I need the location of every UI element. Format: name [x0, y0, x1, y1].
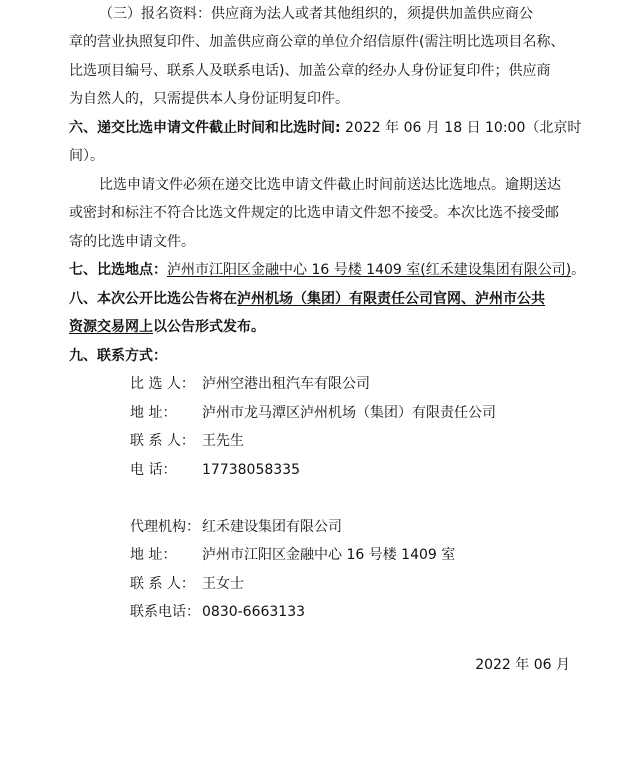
- section3-line1: （三）报名资料：供应商为法人或者其他组织的，须提供加盖供应商公: [99, 6, 533, 22]
- agency-contact-row: [130, 574, 244, 594]
- section9-heading: 九、联系方式：: [69, 348, 167, 364]
- purchaser-address-label: 地 址：: [130, 405, 177, 421]
- agency-address-value: 泸州市江阳区金融中心 16 号楼 1409 室: [202, 547, 456, 563]
- section8-line1: [69, 289, 545, 309]
- purchaser-contact-value: 王先生: [202, 433, 244, 449]
- section6-heading-line: [69, 118, 581, 138]
- purchaser-phone-row: [130, 460, 300, 480]
- section7-heading: 七、比选地点：: [69, 262, 167, 278]
- purchaser-contact-label: 联 系 人：: [130, 433, 195, 449]
- purchaser-name-row: [130, 374, 370, 394]
- section8-line1-a: 八、本次公开比选公告将在: [69, 291, 237, 307]
- agency-address-label: 地 址：: [130, 547, 177, 563]
- section6-heading: 六、递交比选申请文件截止时间和比选时间:: [69, 120, 341, 136]
- agency-contact-value: 王女士: [202, 576, 244, 592]
- section6-body1: 比选申请文件必须在递交比选申请文件截止时间前送达比选地点。逾期送达: [99, 177, 561, 193]
- section7-end: 。: [571, 262, 586, 278]
- purchaser-phone-value: 17738058335: [202, 462, 300, 478]
- section3-line4: 为自然人的，只需提供本人身份证明复印件。: [69, 91, 349, 107]
- agency-contact-label: 联 系 人：: [130, 576, 195, 592]
- section8-line2: [69, 317, 265, 337]
- section6-deadline: 2022 年 06 月 18 日 10:00（北京时: [340, 120, 582, 136]
- agency-phone-row: [130, 602, 305, 622]
- purchaser-name-label: 比 选 人：: [130, 376, 195, 392]
- purchaser-phone-label: 电 话：: [130, 462, 177, 478]
- purchaser-name-value: 泸州空港出租汽车有限公司: [202, 376, 370, 392]
- purchaser-contact-row: [130, 431, 244, 451]
- agency-name-value: 红禾建设集团有限公司: [202, 519, 342, 535]
- agency-name-label: 代理机构：: [130, 519, 200, 535]
- purchaser-address-row: [130, 403, 496, 423]
- purchaser-address-value: 泸州市龙马潭区泸州机场（集团）有限责任公司: [202, 405, 496, 421]
- section6-deadline-cont: 间）。: [69, 148, 104, 164]
- section8-line2-a: 资源交易网上: [69, 319, 153, 335]
- section6-body3: 寄的比选申请文件。: [69, 234, 195, 250]
- agency-phone-value: 0830-6663133: [202, 604, 306, 620]
- agency-phone-label: 联系电话：: [130, 604, 200, 620]
- section3-line3: 比选项目编号、联系人及联系电话)、加盖公章的经办人身份证复印件；供应商: [69, 63, 551, 79]
- section7-line: [69, 260, 585, 280]
- section8-line1-b: 泸州机场（集团）有限责任公司官网、泸州市公共: [237, 291, 545, 307]
- section6-body2: 或密封和标注不符合比选文件规定的比选申请文件恕不接受。本次比选不接受邮: [69, 205, 559, 221]
- agency-name-row: [130, 517, 342, 537]
- agency-address-row: [130, 545, 455, 565]
- section3-line2: 章的营业执照复印件、加盖供应商公章的单位介绍信原件(需注明比选项目名称、: [69, 34, 565, 50]
- document-date: 2022 年 06 月: [475, 657, 570, 673]
- section7-location: 泸州市江阳区金融中心 16 号楼 1409 室(红禾建设集团有限公司): [167, 262, 572, 278]
- section8-line2-b: 以公告形式发布。: [153, 319, 265, 335]
